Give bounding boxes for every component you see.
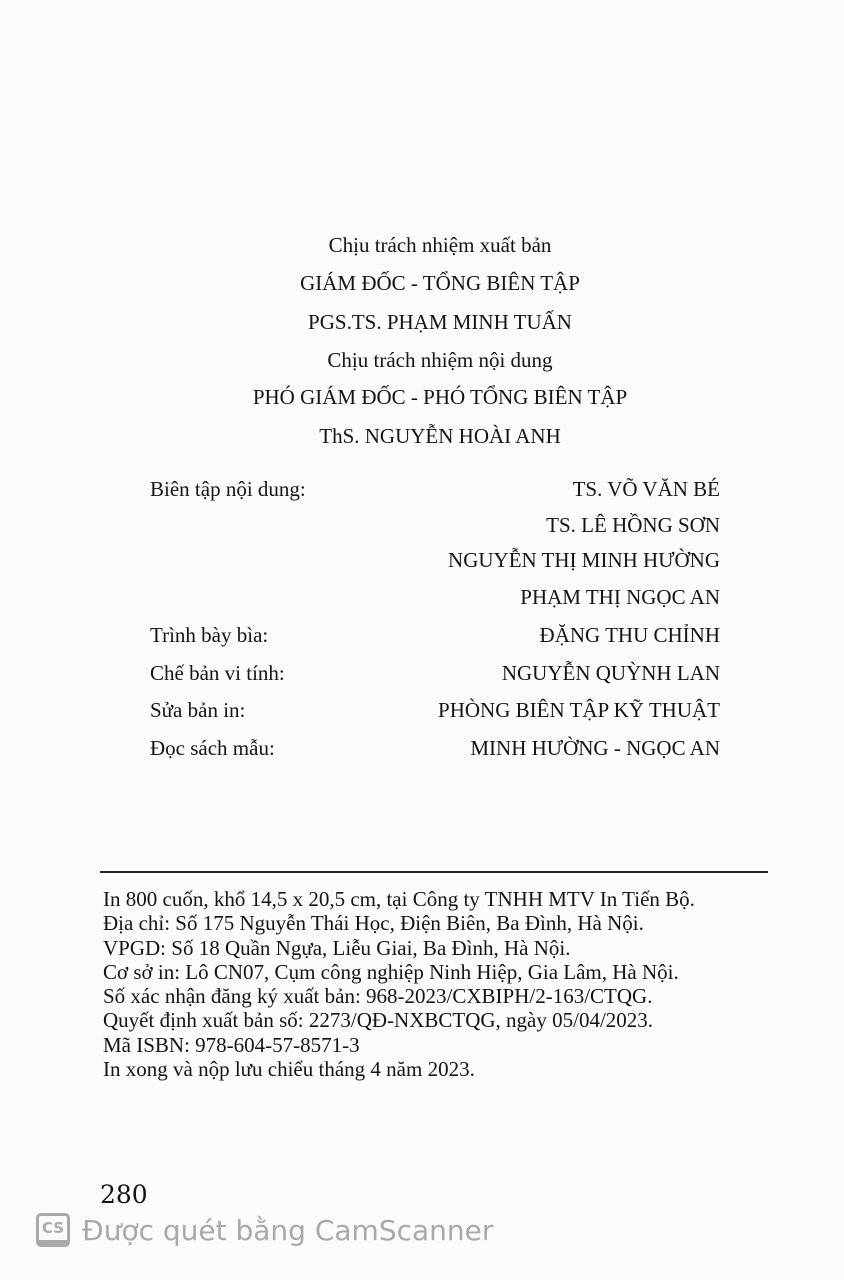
deputy-director-title: PHÓ GIÁM ĐỐC - PHÓ TỔNG BIÊN TẬP: [252, 385, 628, 409]
imprint-line: In xong và nộp lưu chiểu tháng 4 năm 2023.: [103, 1057, 475, 1082]
content-editor-name: NGUYỄN THỊ MINH HƯỜNG: [448, 548, 720, 572]
divider: [100, 871, 768, 873]
content-responsibility-heading: Chịu trách nhiệm nội dung: [327, 348, 553, 372]
imprint-line: Quyết định xuất bản số: 2273/QĐ-NXBCTQG, ngày 05/04/2023.: [103, 1008, 654, 1033]
content-editor-name: TS. LÊ HỒNG SƠN: [546, 513, 720, 537]
proofreader: PHÒNG BIÊN TẬP KỸ THUẬT: [438, 698, 720, 722]
cover-designer: ĐẶNG THU CHỈNH: [539, 623, 720, 647]
imprint-line: In 800 cuốn, khổ 14,5 x 20,5 cm, tại Công ty TNHH MTV In Tiến Bộ.: [103, 887, 695, 911]
content-editor-label: Biên tập nội dung:: [150, 477, 306, 501]
imprint-line: Địa chỉ: Số 175 Nguyễn Thái Học, Điện Biên, Ba Đình, Hà Nội.: [103, 911, 644, 936]
camscanner-logo-icon: CS: [36, 1213, 70, 1247]
imprint-line: Cơ sở in: Lô CN07, Cụm công nghiệp Ninh Hiệp, Gia Lâm, Hà Nội.: [103, 959, 679, 984]
imprint-line: Mã ISBN: 978-604-57-8571-3: [103, 1032, 360, 1057]
typesetter: NGUYỄN QUỲNH LAN: [501, 661, 720, 685]
content-editor-name: PHẠM THỊ NGỌC AN: [520, 585, 720, 609]
proof-label: Sửa bản in:: [150, 698, 246, 722]
page-number: 280: [100, 1180, 148, 1209]
director-name: PGS.TS. PHẠM MINH TUẤN: [308, 310, 572, 334]
sample-reader-label: Đọc sách mẫu:: [150, 736, 275, 760]
imprint-block: [103, 887, 695, 1081]
camscanner-watermark: [36, 1213, 493, 1247]
watermark-text: Được quét bằng CamScanner: [82, 1213, 494, 1247]
typesetting-label: Chế bản vi tính:: [150, 661, 285, 685]
content-editor-name: TS. VÕ VĂN BÉ: [572, 477, 720, 501]
imprint-line: VPGD: Số 18 Quần Ngựa, Liễu Giai, Ba Đình, Hà Nội.: [103, 935, 571, 960]
deputy-director-name: ThS. NGUYỄN HOÀI ANH: [319, 424, 561, 448]
imprint-line: Số xác nhận đăng ký xuất bản: 968-2023/CXBIPH/2-163/CTQG.: [103, 984, 653, 1009]
director-title: GIÁM ĐỐC - TỔNG BIÊN TẬP: [300, 271, 580, 295]
sample-reader: MINH HƯỜNG - NGỌC AN: [470, 736, 720, 760]
publishing-responsibility-heading: Chịu trách nhiệm xuất bản: [328, 233, 552, 257]
cover-label: Trình bày bìa:: [150, 623, 269, 647]
